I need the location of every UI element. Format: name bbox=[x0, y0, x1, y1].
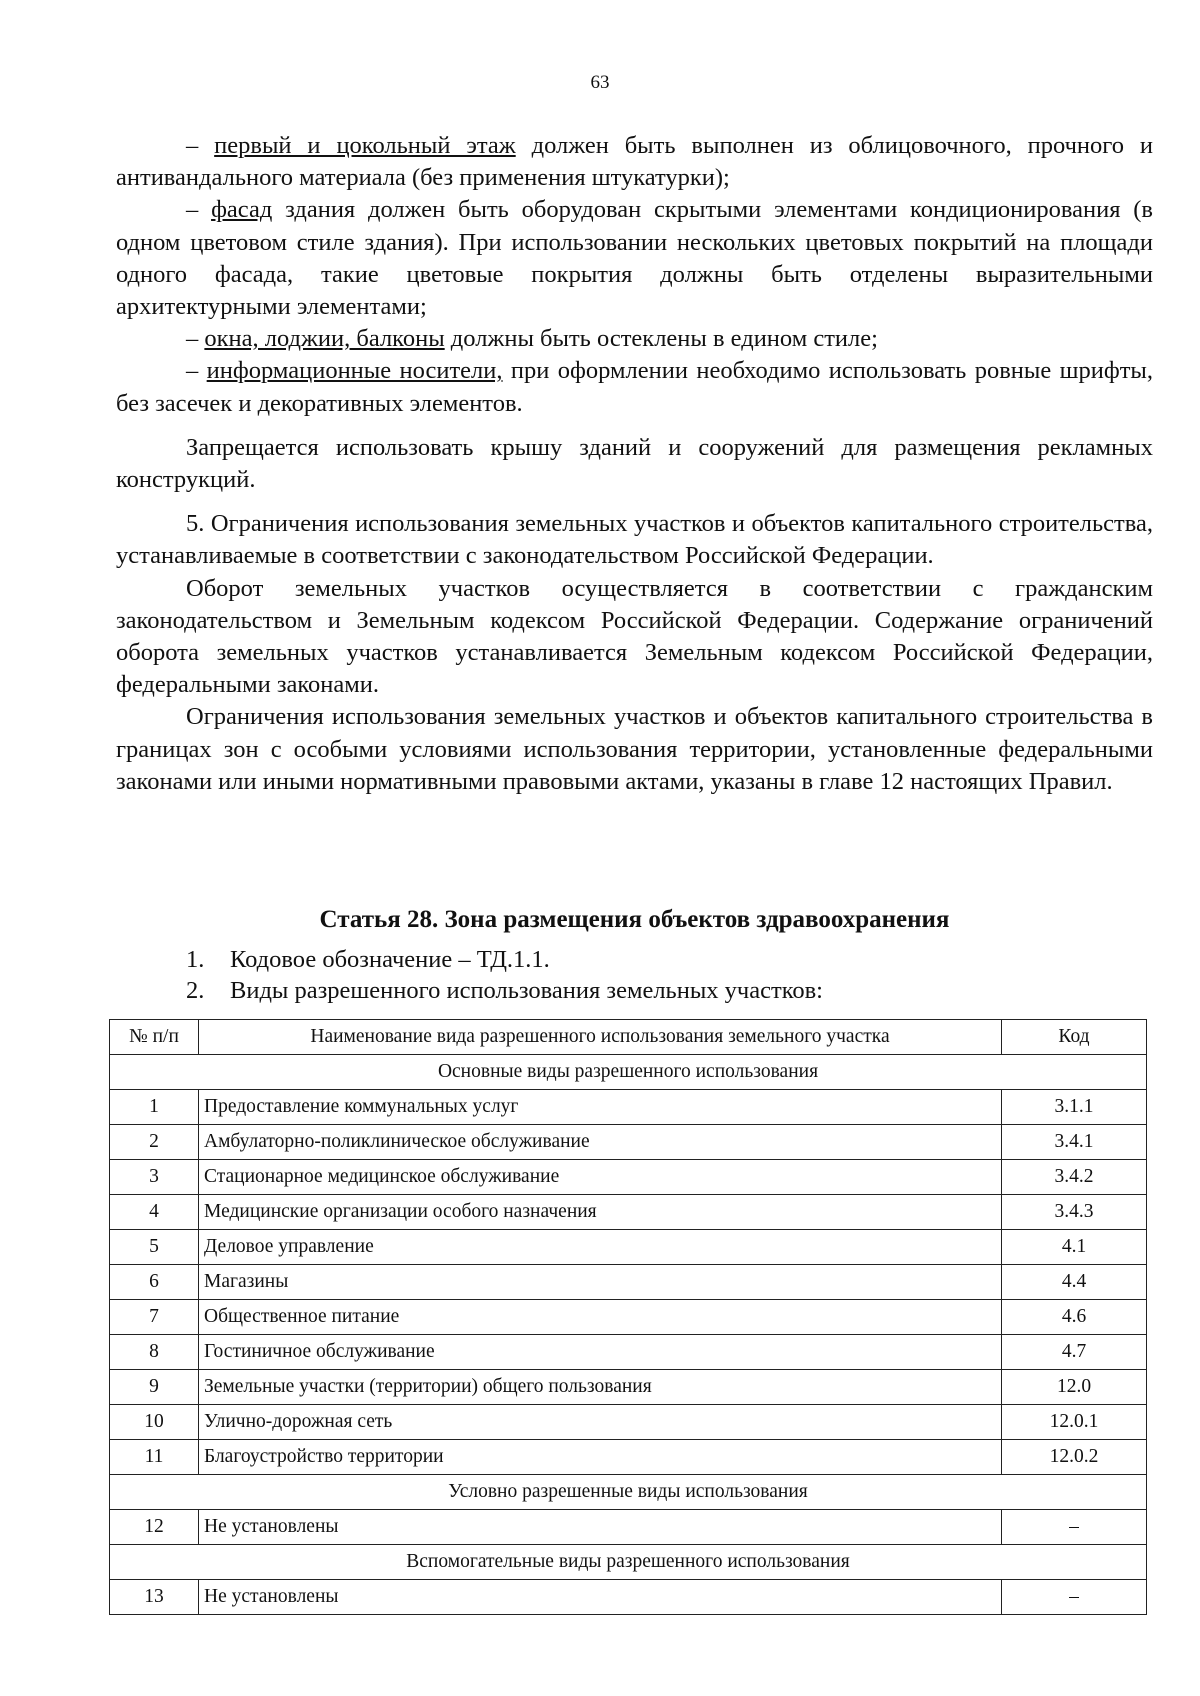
numbered-list bbox=[186, 944, 1146, 1006]
header-code: Код bbox=[1002, 1020, 1147, 1055]
article-title: Статья 28. Зона размещения объектов здравоохранения bbox=[319, 906, 950, 933]
table-row: 2 Амбулаторно-поликлиническое обслуживание 3.4.1 bbox=[110, 1125, 1147, 1160]
permitted-uses-table bbox=[109, 1019, 1147, 1615]
list-item: – окна, лоджии, балконы должны быть остеклены в едином стиле; bbox=[186, 325, 878, 353]
list-item-term: фасад bbox=[211, 196, 273, 224]
section-row-auxiliary: Вспомогательные виды разрешенного использования bbox=[110, 1545, 1147, 1580]
numbered-item: 2. Виды разрешенного использования земельных участков: bbox=[186, 977, 823, 1004]
list-item: – информационные носители, при оформлении необходимо использовать ровные шрифты, без засечек и декоративных элементов. bbox=[116, 357, 1154, 417]
table-row: 1 Предоставление коммунальных услуг 3.1.1 bbox=[110, 1090, 1147, 1125]
table-row: 8 Гостиничное обслуживание 4.7 bbox=[110, 1335, 1147, 1370]
header-num: № п/п bbox=[110, 1020, 199, 1055]
table-row: 9 Земельные участки (территории) общего пользования 12.0 bbox=[110, 1370, 1147, 1405]
list-item-term: первый и цокольный этаж bbox=[214, 132, 516, 159]
paragraph-turnover: Оборот земельных участков осуществляется в соответствии с гражданским законодательством и Земельным кодексом Российской Федерации. Содержание ограничений оборота земельных участков устанавливается Земельным кодексом Российской Федерации, федеральными законами. bbox=[116, 574, 1153, 699]
list-item-term: информационные носители, bbox=[206, 357, 503, 385]
table-row: 7 Общественное питание 4.6 bbox=[110, 1300, 1147, 1335]
table-row: 11 Благоустройство территории 12.0.2 bbox=[110, 1440, 1147, 1475]
table-row: 6 Магазины 4.4 bbox=[110, 1265, 1147, 1300]
table-row: 10 Улично-дорожная сеть 12.0.1 bbox=[110, 1405, 1147, 1440]
table-row: 3 Стационарное медицинское обслуживание 3.4.2 bbox=[110, 1160, 1147, 1195]
list-item: – первый и цокольный этаж должен быть выполнен из облицовочного, прочного и антивандального материала (без применения штукатурки); bbox=[116, 132, 1153, 192]
paragraph-zones: Ограничения использования земельных участков и объектов капитального строительства в границах зон с особыми условиями использования территории, установленные федеральными законами или иными нормативными правовыми актами, указаны в главе 12 настоящих Правил. bbox=[116, 703, 1153, 795]
numbered-item: 1. Кодовое обозначение – ТД.1.1. bbox=[186, 946, 550, 973]
table-header-row bbox=[110, 1020, 1147, 1055]
paragraph-item-5: 5. Ограничения использования земельных участков и объектов капитального строительства, устанавливаемые в соответствии с законодательством Российской Федерации. bbox=[116, 510, 1153, 570]
table-row: 13 Не установлены – bbox=[110, 1580, 1147, 1615]
table-row: 5 Деловое управление 4.1 bbox=[110, 1230, 1147, 1265]
table-row: 4 Медицинские организации особого назначения 3.4.3 bbox=[110, 1195, 1147, 1230]
list-item: – фасад здания должен быть оборудован скрытыми элементами кондиционирования (в одном цветовом стиле здания). При использовании нескольких цветовых покрытий на площади одного фасада, такие цветовые покрытия должны быть отделены выразительными архитектурными элементами; bbox=[116, 196, 1154, 321]
section-row-main: Основные виды разрешенного использования bbox=[110, 1055, 1147, 1090]
header-name: Наименование вида разрешенного использования земельного участка bbox=[199, 1020, 1002, 1055]
table-row: 12 Не установлены – bbox=[110, 1510, 1147, 1545]
paragraph-roof-ban: Запрещается использовать крышу зданий и сооружений для размещения рекламных конструкций. bbox=[116, 433, 1153, 494]
page-number: 63 bbox=[590, 72, 610, 93]
section-row-conditional: Условно разрешенные виды использования bbox=[110, 1475, 1147, 1510]
list-item-term: окна, лоджии, балконы bbox=[204, 325, 445, 353]
body-text bbox=[116, 130, 1153, 798]
